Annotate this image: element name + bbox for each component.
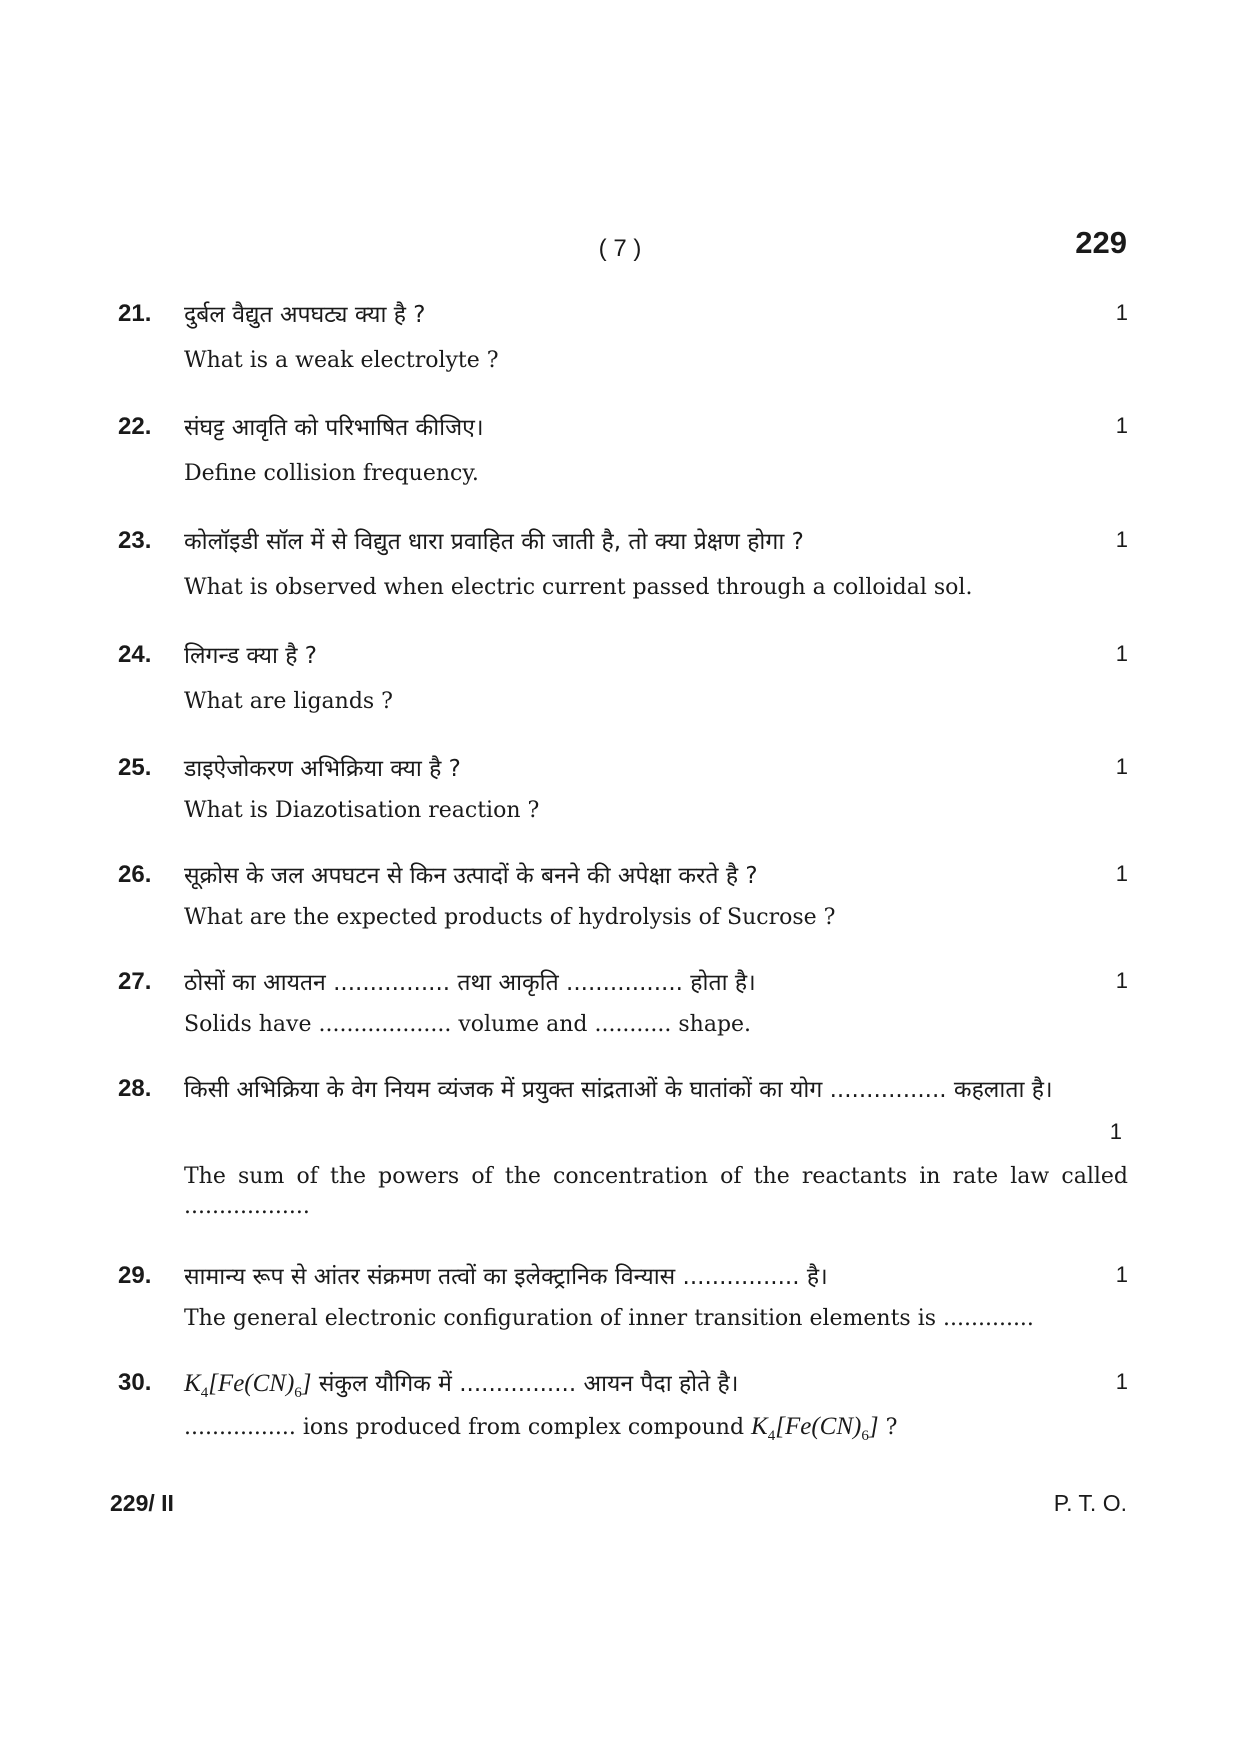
question-text-english: Define collision frequency.	[184, 461, 479, 486]
question-text-english: What is observed when electric current passed through a colloidal sol.	[184, 575, 973, 600]
page-number: ( 7 )	[598, 235, 642, 262]
question-text-english: ................ ions produced from complex compound $K_4[Fe(CN)_6]$ ?	[184, 1413, 898, 1444]
footer-pto: P. T. O.	[1053, 1490, 1127, 1516]
paper-code: 229	[1075, 225, 1127, 260]
question-text-english: The sum of the powers of the concentration of the reactants in rate law called ..................	[184, 1164, 1128, 1219]
footer-paper-code: 229/ II	[110, 1490, 174, 1516]
question-number: 28.	[118, 1075, 152, 1102]
question-text-english: What is a weak electrolyte ?	[184, 348, 499, 373]
question-text-hindi: किसी अभिक्रिया के वेग नियम व्यंजक में प्रयुक्त सांद्रताओं के घातांकों का योग ................ कहलाता है।	[184, 1077, 1053, 1103]
question-text-hindi: डाइऐजोकरण अभिक्रिया क्या है ?	[184, 756, 461, 782]
question-text-hindi: दुर्बल वैद्युत अपघट्य क्या है ?	[184, 302, 426, 328]
question-number: 25.	[118, 754, 152, 781]
question-marks: 1	[1115, 861, 1128, 886]
question-number: 24.	[118, 641, 152, 668]
question-text-hindi: लिगन्ड क्या है ?	[184, 643, 317, 669]
question-text-english: What are ligands ?	[184, 689, 393, 714]
question-number: 21.	[118, 300, 152, 327]
question-marks: 1	[1115, 300, 1128, 325]
question-marks: 1	[1115, 1369, 1128, 1394]
question-number: 22.	[118, 413, 152, 440]
question-marks: 1	[1109, 1119, 1122, 1144]
question-text-english: Solids have ................... volume and ........... shape.	[184, 1012, 752, 1037]
question-marks: 1	[1115, 413, 1128, 438]
question-marks: 1	[1115, 968, 1128, 993]
question-number: 30.	[118, 1369, 152, 1396]
question-text-hindi: संघट्ट आवृति को परिभाषित कीजिए।	[184, 415, 484, 441]
question-text-hindi: $K_4[Fe(CN)_6]$ संकुल यौगिक में ................ आयन पैदा होते है।	[184, 1370, 739, 1401]
question-text-english: What are the expected products of hydrolysis of Sucrose ?	[184, 905, 836, 930]
question-marks: 1	[1115, 641, 1128, 666]
question-number: 29.	[118, 1262, 152, 1289]
question-text-english: What is Diazotisation reaction ?	[184, 798, 540, 823]
complex-formula: $K_4[Fe(CN)_6]$	[184, 1370, 312, 1401]
question-text-hindi: कोलॉइडी सॉल में से विद्युत धारा प्रवाहित की जाती है, तो क्या प्रेक्षण होगा ?	[184, 529, 804, 555]
question-marks: 1	[1115, 527, 1128, 552]
question-text-hindi: सामान्य रूप से आंतर संक्रमण तत्वों का इलेक्ट्रानिक विन्यास ................ है।	[184, 1264, 828, 1290]
question-number: 27.	[118, 968, 152, 995]
complex-formula: $K_4[Fe(CN)_6]$	[751, 1413, 879, 1444]
question-text-hindi: सूक्रोस के जल अपघटन से किन उत्पादों के बनने की अपेक्षा करते है ?	[184, 863, 758, 889]
question-text-hindi: ठोसों का आयतन ................ तथा आकृति ................ होता है।	[184, 970, 756, 996]
question-number: 23.	[118, 527, 152, 554]
question-marks: 1	[1115, 1262, 1128, 1287]
question-marks: 1	[1115, 754, 1128, 779]
question-text-english: The general electronic configuration of inner transition elements is .............	[184, 1306, 1034, 1331]
question-number: 26.	[118, 861, 152, 888]
